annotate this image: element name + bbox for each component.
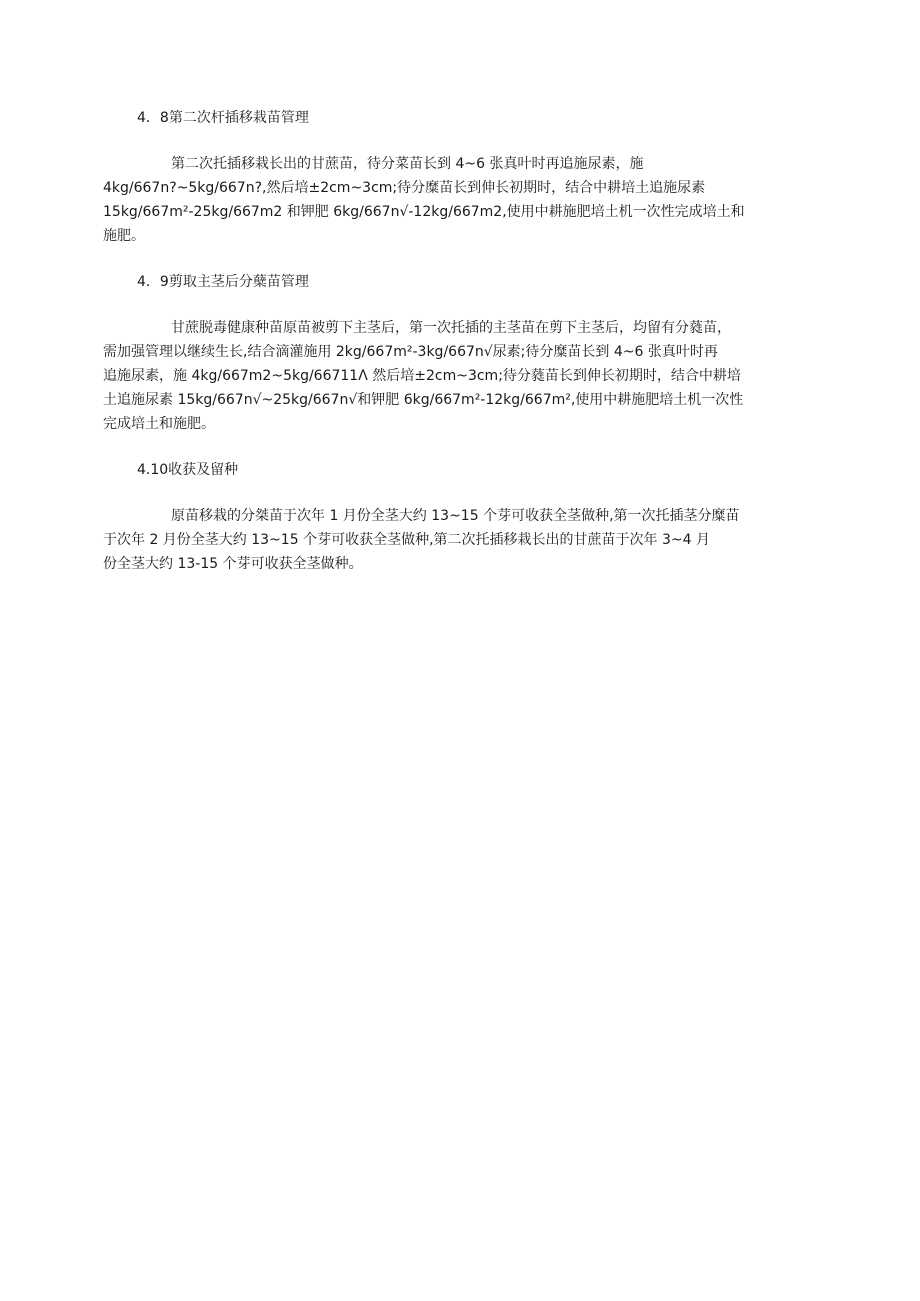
section-paragraph-4-8 [103, 152, 787, 248]
section-heading-4-9: 4．9剪取主茎后分蘖苗管理 [137, 274, 309, 290]
paragraph-line: 于次年 2 月份全茎大约 13~15 个芽可收获全茎做种,第二次托插移栽长出的甘蔗苗于次年 3~4 月 [103, 532, 710, 548]
paragraph-line: 4kg/667n?~5kg/667n?,然后培±2cm~3cm;待分糜苗长到伸长初期时，结合中耕培土追施尿素 [103, 180, 706, 196]
section-paragraph-4-9 [103, 316, 787, 436]
paragraph-line: 甘蔗脱毒健康种苗原苗被剪下主茎后，第一次托插的主茎苗在剪下主茎后，均留有分蕤苗， [171, 320, 731, 336]
document-body [103, 106, 787, 576]
paragraph-line: 完成培土和施肥。 [103, 416, 215, 432]
paragraph-line: 15kg/667m²-25kg/667m2 和钾肥 6kg/667n√-12kg/667m2,使用中耕施肥培土机一次性完成培土和 [103, 204, 745, 220]
paragraph-line: 需加强管理以继续生长,结合滴灌施用 2kg/667m²-3kg/667n√尿素;待分糜苗长到 4~6 张真叶时再 [103, 344, 718, 360]
section-heading-4-10: 4.10收获及留种 [137, 462, 239, 478]
paragraph-line: 原苗移栽的分桀苗于次年 1 月份全茎大约 13~15 个芽可收获全茎做种,第一次托插茎分糜苗 [171, 508, 740, 524]
paragraph-line: 施肥。 [103, 228, 145, 244]
section-heading-4-8: 4．8第二次杆插移栽苗管理 [137, 110, 309, 126]
paragraph-line: 追施尿素，施 4kg/667m2~5kg/66711Λ 然后培±2cm~3cm;待分蕤苗长到伸长初期时，结合中耕培 [103, 368, 741, 384]
paragraph-line: 份全茎大约 13-15 个芽可收获全茎做种。 [103, 556, 363, 572]
paragraph-line: 第二次托插移栽长出的甘蔗苗，待分菜苗长到 4~6 张真叶时再追施尿素，施 [171, 156, 644, 172]
paragraph-line: 土追施尿素 15kg/667n√~25kg/667n√和钾肥 6kg/667m²-12kg/667m²,使用中耕施肥培土机一次性 [103, 392, 744, 408]
section-paragraph-4-10 [103, 504, 787, 576]
